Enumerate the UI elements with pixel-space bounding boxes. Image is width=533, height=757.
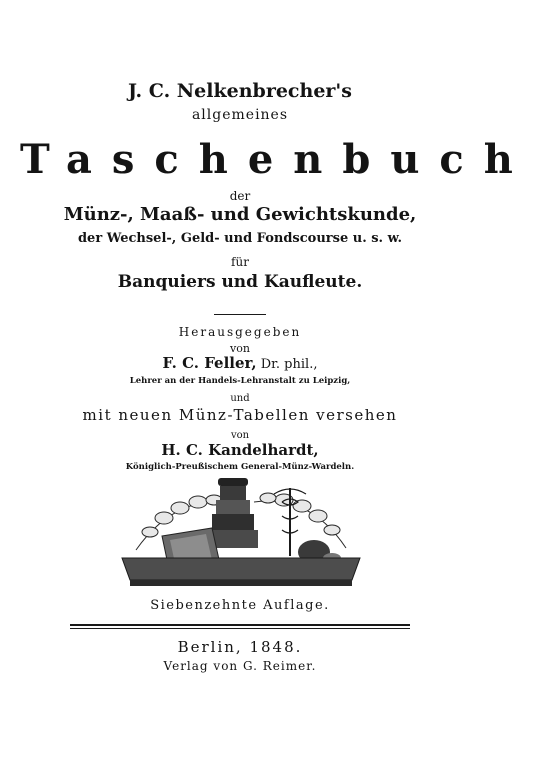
tables-line: mit neuen Münz-Tabellen versehen bbox=[82, 406, 398, 424]
subject-line-2: der Wechsel-, Geld- und Fondscourse u. s. w. bbox=[77, 231, 403, 246]
thick-rule bbox=[70, 624, 410, 626]
von-line-2: von bbox=[230, 430, 250, 441]
und-line: und bbox=[230, 393, 250, 404]
place-year-line: Berlin, 1848. bbox=[177, 638, 303, 656]
table-slab-icon bbox=[122, 558, 360, 586]
editor-position: Lehrer an der Handels-Lehranstalt zu Leipzig, bbox=[129, 376, 351, 386]
engraved-vignette-icon bbox=[114, 478, 368, 588]
editor-degree: Dr. phil., bbox=[256, 357, 318, 372]
publisher-line: Verlag von G. Reimer. bbox=[163, 659, 317, 673]
fuer-line: für bbox=[231, 255, 249, 269]
adjective-line: allgemeines bbox=[191, 107, 289, 123]
bookstack-icon bbox=[208, 478, 258, 548]
second-name: H. C. Kandelhardt, bbox=[161, 441, 319, 459]
edition-line: Siebenzehnte Auflage. bbox=[150, 598, 330, 613]
subject-line-1: Münz-, Maaß- und Gewichtskunde, bbox=[63, 204, 417, 225]
von-line-1: von bbox=[230, 342, 250, 355]
edited-line: Herausgegeben bbox=[178, 325, 302, 339]
der-line: der bbox=[229, 189, 251, 203]
audience-line: Banquiers und Kaufleute. bbox=[117, 272, 363, 292]
thin-rule bbox=[70, 628, 410, 629]
second-position: Königlich-Preußischem General-Münz-Wardeln. bbox=[125, 462, 355, 472]
editor-line bbox=[0, 356, 480, 371]
editor-name: F. C. Feller, bbox=[162, 354, 257, 372]
main-title: Taschenbuch bbox=[20, 136, 533, 183]
author-line: J. C. Nelkenbrecher's bbox=[128, 80, 352, 102]
short-divider bbox=[214, 314, 266, 315]
